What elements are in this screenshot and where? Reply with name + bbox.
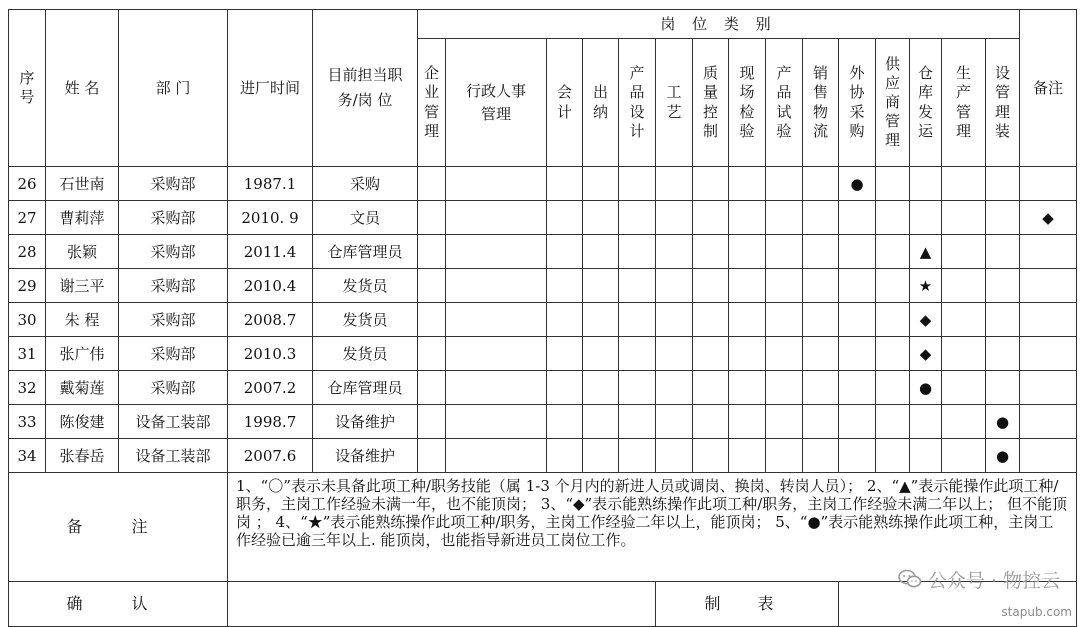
cell-category	[446, 371, 547, 405]
cell-category	[693, 337, 729, 371]
cell-date: 1987.1	[228, 167, 313, 201]
cell-category	[766, 269, 803, 303]
cell-category	[547, 303, 583, 337]
cell-dept: 采购部	[119, 201, 228, 235]
cell-category	[876, 371, 910, 405]
cell-category	[619, 235, 656, 269]
cell-date: 2010. 9	[228, 201, 313, 235]
cell-category	[986, 303, 1020, 337]
table-row	[9, 371, 1077, 405]
cell-category	[656, 439, 693, 473]
category-header: 产品试验	[766, 39, 803, 167]
cell-category	[693, 167, 729, 201]
cell-category	[583, 405, 619, 439]
cell-category	[656, 235, 693, 269]
cell-category	[693, 439, 729, 473]
cell-category	[446, 337, 547, 371]
cell-category	[839, 439, 876, 473]
cell-date: 2008.7	[228, 303, 313, 337]
cell-category	[803, 167, 839, 201]
cell-category	[619, 371, 656, 405]
cell-category	[839, 235, 876, 269]
cell-category	[547, 439, 583, 473]
category-header: 现场检验	[729, 39, 766, 167]
cell-date: 2011.4	[228, 235, 313, 269]
cell-category	[729, 405, 766, 439]
cell-category	[619, 269, 656, 303]
skill-mark: ◆	[1042, 208, 1054, 227]
cell-seq: 31	[9, 337, 46, 371]
cell-dept: 采购部	[119, 337, 228, 371]
cell-category	[986, 167, 1020, 201]
cell-name: 戴菊莲	[46, 371, 119, 405]
cell-category	[729, 337, 766, 371]
cell-category	[942, 337, 986, 371]
table-row	[9, 303, 1077, 337]
cell-category	[656, 371, 693, 405]
cell-position: 发货员	[313, 269, 418, 303]
watermark-text: 公众号 · 物控云	[927, 569, 1060, 592]
cell-dept: 设备工装部	[119, 439, 228, 473]
cell-category	[729, 167, 766, 201]
table-row	[9, 167, 1077, 201]
cell-category	[1020, 167, 1077, 201]
cell-category	[1020, 235, 1077, 269]
cell-category	[693, 235, 729, 269]
cell-category	[876, 337, 910, 371]
cell-seq: 32	[9, 371, 46, 405]
cell-position: 设备维护	[313, 405, 418, 439]
cell-category	[839, 337, 876, 371]
cell-category	[803, 269, 839, 303]
header-position: 目前担当职 务/岗 位	[313, 10, 418, 167]
cell-category	[547, 269, 583, 303]
cell-category	[803, 405, 839, 439]
category-header: 销售物流	[803, 39, 839, 167]
cell-category	[766, 303, 803, 337]
site-watermark: stapub.com	[1001, 605, 1072, 619]
cell-dept: 采购部	[119, 303, 228, 337]
cell-category	[418, 167, 446, 201]
header-join-date: 进厂时间	[228, 10, 313, 167]
cell-category	[876, 405, 910, 439]
cell-category	[729, 269, 766, 303]
cell-category	[910, 269, 942, 303]
cell-category	[1020, 269, 1077, 303]
cell-category	[656, 405, 693, 439]
category-header: 企业管理	[418, 39, 446, 167]
cell-date: 2010.4	[228, 269, 313, 303]
cell-category	[910, 235, 942, 269]
cell-category	[766, 235, 803, 269]
cell-category	[547, 371, 583, 405]
cell-category	[656, 167, 693, 201]
cell-seq: 26	[9, 167, 46, 201]
cell-category	[942, 405, 986, 439]
cell-category	[876, 201, 910, 235]
cell-seq: 28	[9, 235, 46, 269]
cell-category	[547, 235, 583, 269]
cell-date: 1998.7	[228, 405, 313, 439]
table-row	[9, 439, 1077, 473]
table-row	[9, 405, 1077, 439]
cell-date: 2007.2	[228, 371, 313, 405]
cell-category	[839, 201, 876, 235]
cell-category	[619, 167, 656, 201]
cell-category	[910, 303, 942, 337]
cell-category	[910, 167, 942, 201]
cell-category	[729, 201, 766, 235]
cell-dept: 采购部	[119, 371, 228, 405]
cell-category	[446, 439, 547, 473]
cell-category	[942, 269, 986, 303]
cell-category	[418, 337, 446, 371]
cell-category	[766, 371, 803, 405]
cell-category	[986, 439, 1020, 473]
cell-category	[446, 167, 547, 201]
skill-mark: ◆	[919, 344, 932, 363]
cell-dept: 采购部	[119, 167, 228, 201]
cell-date: 2010.3	[228, 337, 313, 371]
cell-category	[876, 439, 910, 473]
category-header: 供应商管理	[876, 39, 910, 167]
category-header: 质量控制	[693, 39, 729, 167]
table-row	[9, 201, 1077, 235]
category-header: 行政人事管理	[446, 39, 547, 167]
cell-category	[766, 337, 803, 371]
cell-category	[942, 167, 986, 201]
cell-category	[547, 337, 583, 371]
cell-category	[619, 201, 656, 235]
skill-mark: ◆	[919, 310, 932, 329]
cell-category	[693, 303, 729, 337]
cell-seq: 34	[9, 439, 46, 473]
notes-text: 1、“〇”表示未具备此项工种/职务技能（属 1-3 个月内的新进人员或调岗、换岗、转岗人员）； 2、“▲”表示能操作此项工种/职务，主岗工作经验未满一年，也不能顶岗； 3、“◆”表示能熟练操作此项工种/职务，主岗工作经验未满二年以上； 但不能顶岗 ； 4、“★”表示能熟练操作此项工种/职务，主岗工作经验二年以上，能顶岗； 5、“●”表示能熟练操作此项工种，主岗工作经验已逾三年以上. 能顶岗，也能指导新进员工岗位工作。	[228, 473, 1077, 582]
cell-position: 采购	[313, 167, 418, 201]
header-seq: 序号	[9, 10, 46, 167]
cell-position: 发货员	[313, 303, 418, 337]
skill-mark: ●	[995, 446, 1010, 465]
cell-category	[693, 201, 729, 235]
cell-category	[446, 405, 547, 439]
header-dept: 部 门	[119, 10, 228, 167]
header-category: 岗 位 类 别	[418, 10, 1020, 39]
cell-category	[1020, 337, 1077, 371]
cell-date: 2007.6	[228, 439, 313, 473]
cell-category	[583, 167, 619, 201]
watermark	[898, 565, 1060, 593]
skill-mark: ▲	[919, 242, 932, 261]
cell-category	[803, 235, 839, 269]
cell-category	[839, 167, 876, 201]
cell-category	[942, 235, 986, 269]
cell-category	[1020, 371, 1077, 405]
cell-category	[656, 201, 693, 235]
cell-position: 发货员	[313, 337, 418, 371]
confirm-field[interactable]	[228, 582, 656, 627]
cell-category	[910, 371, 942, 405]
cell-category	[583, 337, 619, 371]
skill-mark: ★	[918, 276, 933, 295]
cell-category	[942, 201, 986, 235]
cell-position: 文员	[313, 201, 418, 235]
cell-category	[1020, 405, 1077, 439]
cell-category	[1020, 201, 1077, 235]
cell-category	[656, 337, 693, 371]
cell-name: 朱 程	[46, 303, 119, 337]
skill-mark: ●	[995, 412, 1010, 431]
cell-category	[876, 303, 910, 337]
cell-category	[766, 405, 803, 439]
wechat-icon	[898, 569, 922, 589]
cell-category	[583, 201, 619, 235]
cell-category	[583, 235, 619, 269]
cell-category	[619, 337, 656, 371]
cell-seq: 33	[9, 405, 46, 439]
cell-category	[1020, 439, 1077, 473]
category-header: 产品设计	[619, 39, 656, 167]
cell-category	[1020, 303, 1077, 337]
made-by-label: 制 表	[656, 582, 839, 627]
cell-category	[418, 371, 446, 405]
cell-position: 仓库管理员	[313, 235, 418, 269]
cell-seq: 30	[9, 303, 46, 337]
cell-category	[876, 167, 910, 201]
header-name: 姓 名	[46, 10, 119, 167]
cell-category	[839, 303, 876, 337]
cell-category	[729, 371, 766, 405]
cell-category	[656, 269, 693, 303]
table-row	[9, 269, 1077, 303]
category-header: 出纳	[583, 39, 619, 167]
cell-category	[446, 303, 547, 337]
cell-category	[942, 439, 986, 473]
skill-mark: ●	[850, 174, 864, 193]
cell-name: 张广伟	[46, 337, 119, 371]
cell-category	[547, 405, 583, 439]
cell-category	[986, 405, 1020, 439]
cell-name: 谢三平	[46, 269, 119, 303]
cell-category	[418, 201, 446, 235]
cell-category	[803, 201, 839, 235]
cell-position: 仓库管理员	[313, 371, 418, 405]
table-row	[9, 235, 1077, 269]
cell-name: 陈俊建	[46, 405, 119, 439]
cell-dept: 设备工装部	[119, 405, 228, 439]
cell-category	[693, 371, 729, 405]
header-remark: 备注	[1020, 10, 1077, 167]
personnel-skill-table	[8, 9, 1077, 627]
cell-category	[547, 167, 583, 201]
cell-category	[446, 201, 547, 235]
cell-category	[986, 201, 1020, 235]
category-header: 会计	[547, 39, 583, 167]
cell-category	[766, 201, 803, 235]
cell-category	[619, 303, 656, 337]
cell-category	[910, 337, 942, 371]
confirm-label: 确 认	[9, 582, 228, 627]
cell-category	[729, 439, 766, 473]
cell-category	[986, 269, 1020, 303]
cell-category	[418, 269, 446, 303]
cell-category	[446, 235, 547, 269]
cell-category	[910, 201, 942, 235]
cell-category	[803, 439, 839, 473]
cell-category	[583, 439, 619, 473]
cell-category	[839, 371, 876, 405]
table-row	[9, 337, 1077, 371]
cell-category	[693, 405, 729, 439]
cell-name: 张颖	[46, 235, 119, 269]
cell-category	[583, 303, 619, 337]
cell-category	[910, 439, 942, 473]
cell-category	[910, 405, 942, 439]
category-header: 仓库发运	[910, 39, 942, 167]
cell-category	[803, 371, 839, 405]
notes-label: 备 注	[9, 473, 228, 582]
category-header: 外协采购	[839, 39, 876, 167]
cell-category	[803, 337, 839, 371]
cell-position: 设备维护	[313, 439, 418, 473]
cell-seq: 27	[9, 201, 46, 235]
cell-category	[656, 303, 693, 337]
cell-category	[583, 269, 619, 303]
cell-category	[446, 269, 547, 303]
cell-category	[839, 269, 876, 303]
cell-name: 石世南	[46, 167, 119, 201]
cell-category	[766, 167, 803, 201]
cell-category	[766, 439, 803, 473]
cell-category	[418, 303, 446, 337]
cell-category	[986, 235, 1020, 269]
cell-category	[619, 439, 656, 473]
cell-seq: 29	[9, 269, 46, 303]
cell-category	[729, 235, 766, 269]
cell-category	[942, 371, 986, 405]
cell-category	[876, 269, 910, 303]
cell-category	[693, 269, 729, 303]
cell-category	[619, 405, 656, 439]
category-header: 工艺	[656, 39, 693, 167]
cell-category	[839, 405, 876, 439]
cell-category	[547, 201, 583, 235]
cell-category	[876, 235, 910, 269]
cell-category	[418, 439, 446, 473]
cell-category	[803, 303, 839, 337]
cell-name: 曹莉萍	[46, 201, 119, 235]
cell-category	[942, 303, 986, 337]
cell-category	[418, 405, 446, 439]
skill-mark: ●	[918, 378, 933, 397]
cell-category	[583, 371, 619, 405]
category-header: 设管理装	[986, 39, 1020, 167]
cell-category	[418, 235, 446, 269]
cell-dept: 采购部	[119, 235, 228, 269]
cell-category	[986, 371, 1020, 405]
cell-name: 张春岳	[46, 439, 119, 473]
category-header: 生产管理	[942, 39, 986, 167]
cell-category	[729, 303, 766, 337]
cell-category	[986, 337, 1020, 371]
cell-dept: 采购部	[119, 269, 228, 303]
